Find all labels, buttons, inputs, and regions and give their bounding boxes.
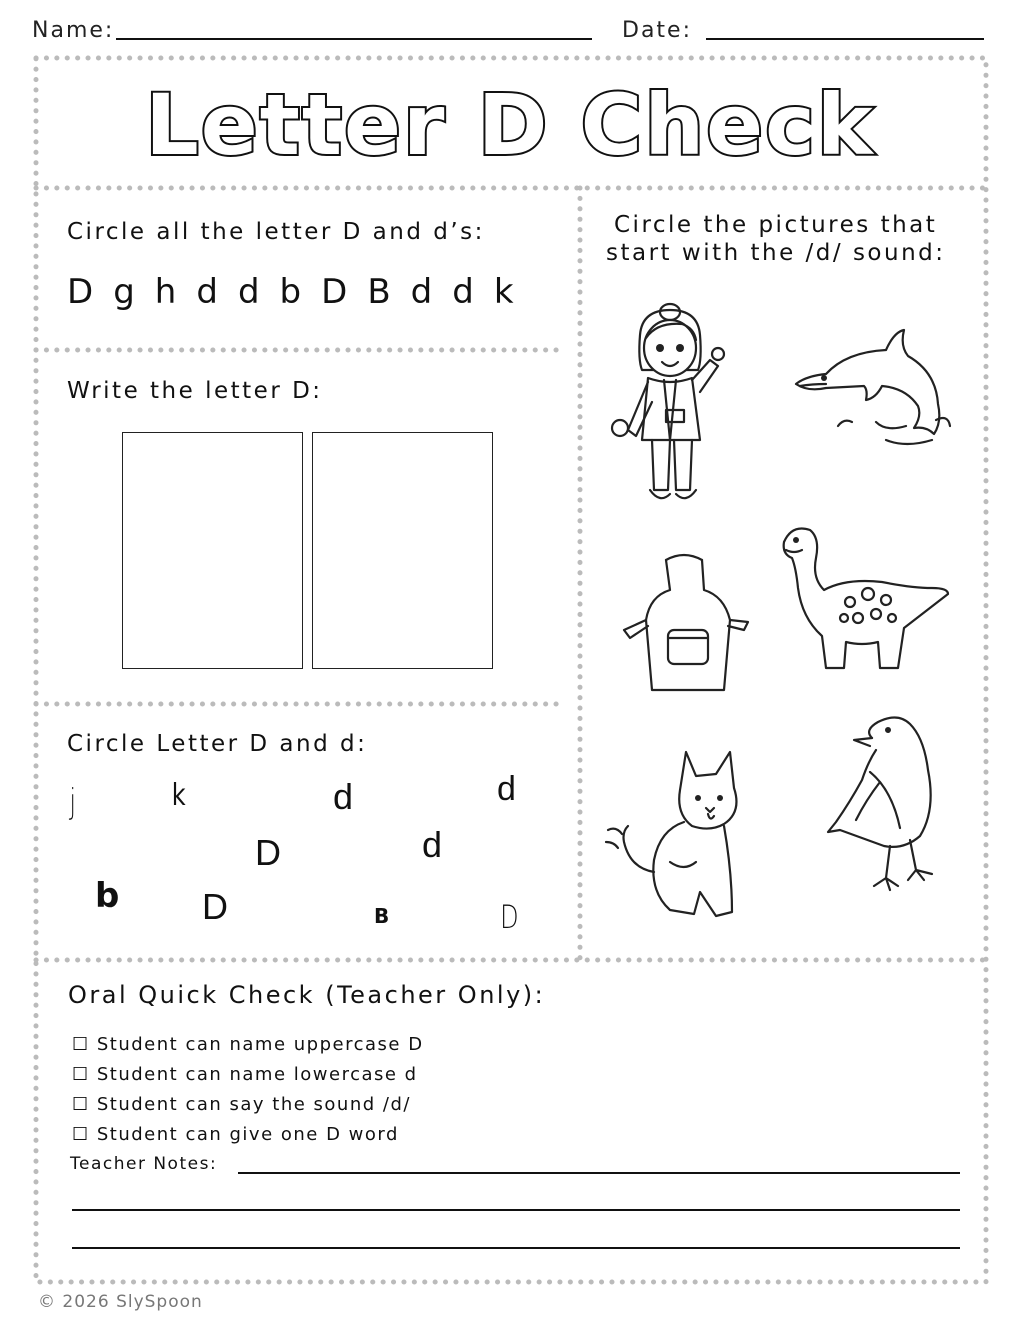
write-letter-instruction: Write the letter D:: [67, 378, 323, 404]
letter-item[interactable]: B: [367, 272, 391, 312]
dinosaur-icon[interactable]: [772, 518, 952, 678]
page-title: Letter D Check: [145, 76, 875, 174]
pictures-instruction-line1: Circle the pictures that: [614, 212, 938, 238]
letter-item[interactable]: h: [154, 272, 177, 312]
notes-line-1[interactable]: [238, 1172, 960, 1174]
notes-line-2[interactable]: [72, 1209, 960, 1211]
scatter-letter[interactable]: b: [95, 876, 120, 916]
letter-item[interactable]: D: [321, 272, 348, 312]
scatter-letter[interactable]: B: [374, 904, 390, 928]
teacher-notes-label: Teacher Notes:: [70, 1154, 218, 1174]
cat-icon[interactable]: [600, 742, 760, 922]
apron-icon[interactable]: [620, 550, 750, 700]
scatter-letter[interactable]: d: [422, 824, 443, 865]
scatter-letter[interactable]: d: [497, 770, 516, 808]
letter-item[interactable]: D: [67, 272, 94, 312]
pictures-instruction-line2: start with the /d/ sound:: [606, 240, 946, 266]
checklist-item[interactable]: ☐ Student can name uppercase D: [72, 1034, 424, 1055]
scatter-letter[interactable]: D: [255, 832, 281, 873]
letter-row: [67, 272, 534, 312]
dentist-icon[interactable]: [602, 290, 752, 520]
scatter-letter[interactable]: d: [333, 776, 354, 817]
write-box-1[interactable]: [122, 432, 303, 669]
scatter-letter[interactable]: k: [171, 778, 186, 813]
date-label: Date:: [622, 18, 692, 43]
name-label: Name:: [32, 18, 115, 43]
write-box-2[interactable]: [312, 432, 493, 669]
checklist-item[interactable]: ☐ Student can give one D word: [72, 1124, 399, 1145]
circle-scatter-instruction: Circle Letter D and d:: [67, 731, 368, 757]
oral-check-instruction: Oral Quick Check (Teacher Only):: [68, 981, 546, 1009]
scatter-letter[interactable]: D: [500, 898, 519, 936]
scatter-letter[interactable]: j: [69, 782, 77, 822]
letter-item[interactable]: d: [196, 272, 218, 312]
letter-item[interactable]: k: [493, 272, 514, 312]
letter-item[interactable]: d: [452, 272, 474, 312]
copyright: © 2026 SlySpoon: [38, 1292, 203, 1312]
bird-icon[interactable]: [820, 710, 960, 900]
letter-item[interactable]: d: [237, 272, 260, 312]
letter-item[interactable]: d: [410, 272, 433, 312]
checklist-item[interactable]: ☐ Student can name lowercase d: [72, 1064, 418, 1085]
dolphin-icon[interactable]: [786, 322, 956, 462]
notes-line-3[interactable]: [72, 1247, 960, 1249]
letter-item[interactable]: b: [279, 272, 302, 312]
checklist-item[interactable]: ☐ Student can say the sound /d/: [72, 1094, 411, 1115]
scatter-letter[interactable]: D: [202, 886, 228, 927]
circle-letters-instruction: Circle all the letter D and d’s:: [67, 219, 485, 245]
letter-item[interactable]: g: [113, 272, 135, 312]
